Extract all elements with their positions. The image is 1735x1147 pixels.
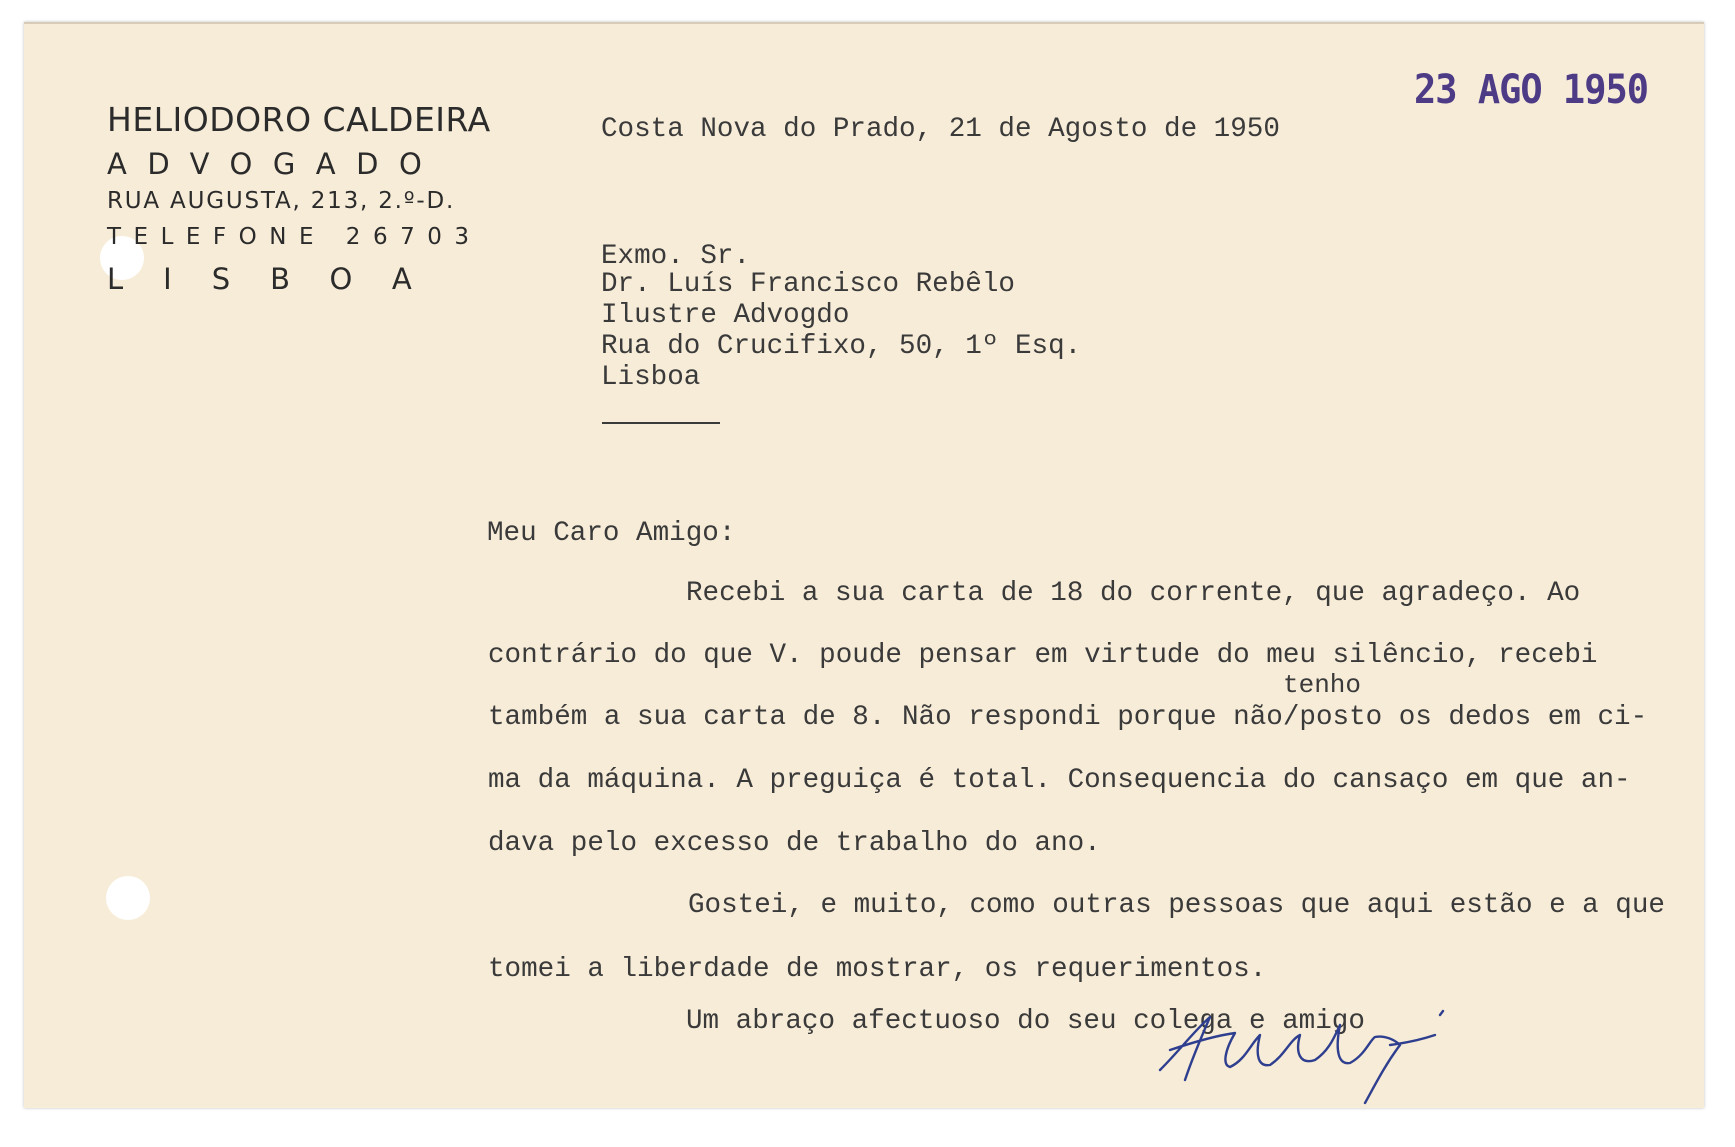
body-line: contrário do que V. poude pensar em virtude do meu silêncio, recebi [488,640,1598,671]
letterhead-phone: TELEFONE 26703 [107,224,482,250]
body-insertion: tenho [1283,670,1362,700]
received-date-stamp: 23 AGO 1950 [1414,66,1649,113]
body-line: ma da máquina. A preguiça é total. Consequencia do cansaço em que an- [488,765,1631,796]
recipient-line: Rua do Crucifixo, 50, 1º Esq. [601,331,1082,362]
body-line: tomei a liberdade de mostrar, os requerimentos. [488,954,1267,985]
body-line: Recebi a sua carta de 18 do corrente, que agradeço. Ao [686,578,1581,609]
handwritten-signature [1150,995,1470,1105]
letterhead-city: LISBOA [107,262,452,296]
letter-sheet [24,22,1704,1108]
letterhead-title: ADVOGADO [107,147,443,181]
punch-hole-bottom [106,876,150,920]
recipient-line: Ilustre Advogdo [601,300,850,331]
body-line: dava pelo excesso de trabalho do ano. [488,828,1101,859]
closing-line: Um abraço afectuoso do seu colega e amigo [686,1006,1365,1037]
place-date: Costa Nova do Prado, 21 de Agosto de 1950 [601,114,1280,145]
body-line: também a sua carta de 8. Não respondi porque não/posto os dedos em ci- [488,702,1648,733]
letterhead-address: RUA AUGUSTA, 213, 2.º-D. [107,188,456,214]
recipient-line: Lisboa [601,362,701,393]
recipient-line: Exmo. Sr. [601,241,751,272]
body-line: Gostei, e muito, como outras pessoas que aqui estão e a que [688,890,1665,921]
letterhead-name: HELIODORO CALDEIRA [107,100,491,139]
recipient-line: Dr. Luís Francisco Rebêlo [601,269,1015,300]
signature-stroke [1160,1011,1443,1103]
salutation: Meu Caro Amigo: [487,518,736,549]
address-divider [602,422,720,424]
